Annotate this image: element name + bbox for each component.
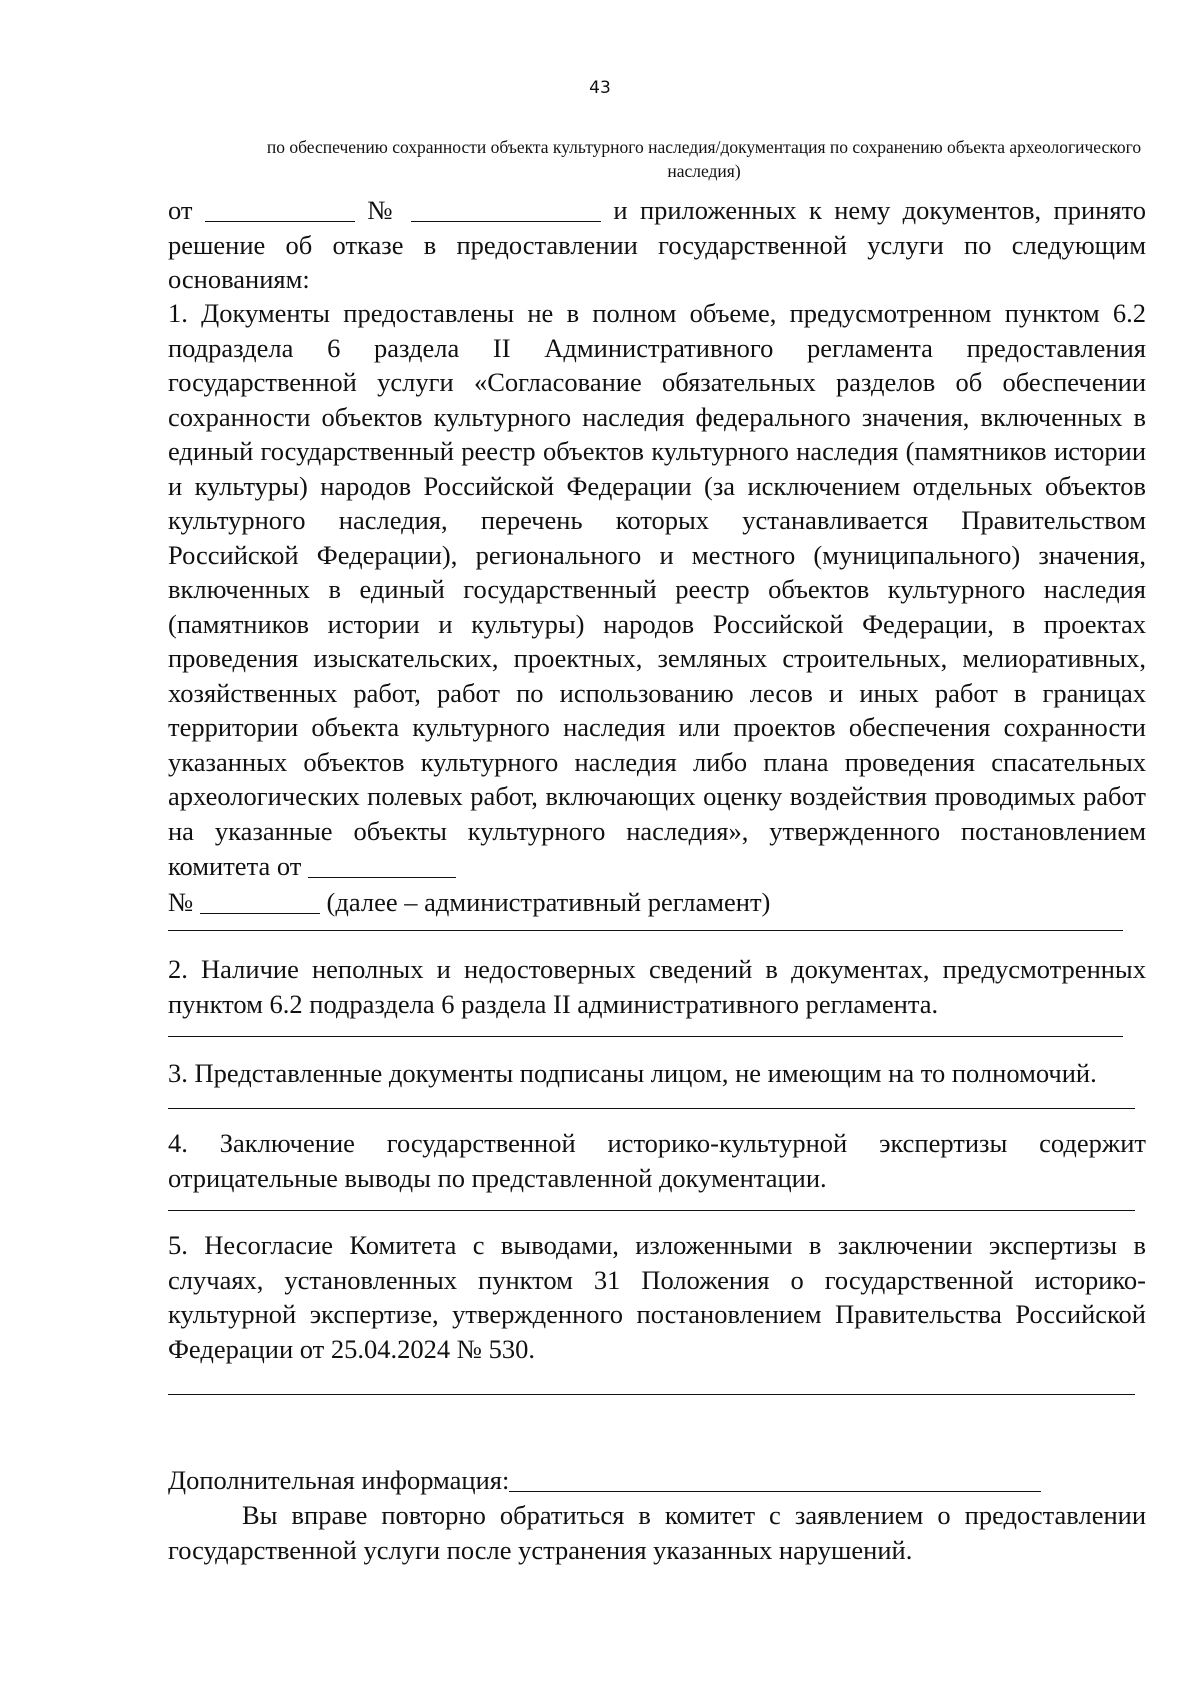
number-sign: № bbox=[168, 886, 194, 917]
from-label: от bbox=[168, 195, 193, 225]
reason-1-text: 1. Документы предоставлены не в полном объеме, предусмотренном пунктом 6.2 подраздела 6 раздела II Административного регламента предоставления государственной услуги «Согласование обязательных разделов об обеспечении сохранности объектов культурного наследия федерального значения, включенных в единый государственный реестр объектов культурного наследия (памятников истории и культуры) народов Российской Федерации (за исключением отдельных объектов культурного наследия, перечень которых устанавливается Правительством Российской Федерации), регионального и местного (муниципального) значения, включенных в единый государственный реестр объектов культурного наследия (памятников истории и культуры) народов Российской Федерации, в проектах проведения изыскательских, проектных, земляных строительных, мелиоративных, хозяйственных работ, работ по использованию лесов и иных работ в границах территории объекта культурного наследия или проектов обеспечения сохранности указанных объектов культурного наследия либо плана проведения спасательных археологических полевых работ, включающих оценку воздействия проводимых работ на указанные объекты культурного наследия», утвержденного постановлением комитета от bbox=[168, 298, 1146, 881]
reason-3 bbox=[168, 1056, 1146, 1091]
regulation-date-blank bbox=[308, 851, 456, 878]
date-blank bbox=[205, 195, 355, 222]
reason-5-rule bbox=[168, 1394, 1135, 1395]
additional-info-blank bbox=[509, 1465, 1041, 1492]
number-blank bbox=[411, 195, 601, 222]
reason-4 bbox=[168, 1126, 1146, 1195]
reason-1-tail: (далее – административный регламент) bbox=[326, 886, 771, 917]
reason-2-rule bbox=[168, 1036, 1123, 1037]
header-note: по обеспечению сохранности объекта культурного наследия/документация по сохранению объекта археологического наследия) bbox=[266, 137, 1142, 181]
intro-text: и приложенных к нему документов, принято решение об отказе в предоставлении государственной услуги по следующим основаниям: bbox=[168, 195, 1147, 294]
reason-5 bbox=[168, 1228, 1146, 1366]
closing-paragraph bbox=[168, 1498, 1146, 1567]
closing-text: Вы вправе повторно обратиться в комитет с заявлением о предоставлении государственной услуги после устранения указанных нарушений. bbox=[168, 1500, 1146, 1565]
reason-3-rule bbox=[168, 1108, 1135, 1109]
regulation-number-blank bbox=[200, 887, 320, 914]
number-sign: № bbox=[367, 195, 399, 225]
reason-4-text: 4. Заключение государственной историко-культурной экспертизы содержит отрицательные выводы по представленной документации. bbox=[168, 1128, 1146, 1193]
reason-5-text: 5. Несогласие Комитета с выводами, изложенными в заключении экспертизы в случаях, установленных пунктом 31 Положения о государственной историко-культурной экспертизе, утвержденного постановлением Правительства Российской Федерации от 25.04.2024 № 530. bbox=[168, 1230, 1146, 1364]
additional-info-label: Дополнительная информация: bbox=[168, 1465, 510, 1495]
reason-1-rule bbox=[168, 930, 1123, 931]
intro-paragraph bbox=[168, 192, 1146, 297]
reason-1 bbox=[168, 296, 1146, 919]
reason-2 bbox=[168, 952, 1146, 1021]
reason-2-text: 2. Наличие неполных и недостоверных сведений в документах, предусмотренных пунктом 6.2 подраздела 6 раздела II административного регламента. bbox=[168, 954, 1146, 1019]
page-number: 43 bbox=[589, 78, 611, 98]
reason-4-rule bbox=[168, 1210, 1135, 1211]
additional-info bbox=[168, 1462, 1146, 1498]
reason-3-text: 3. Представленные документы подписаны лицом, не имеющим на то полномочий. bbox=[168, 1058, 1097, 1088]
